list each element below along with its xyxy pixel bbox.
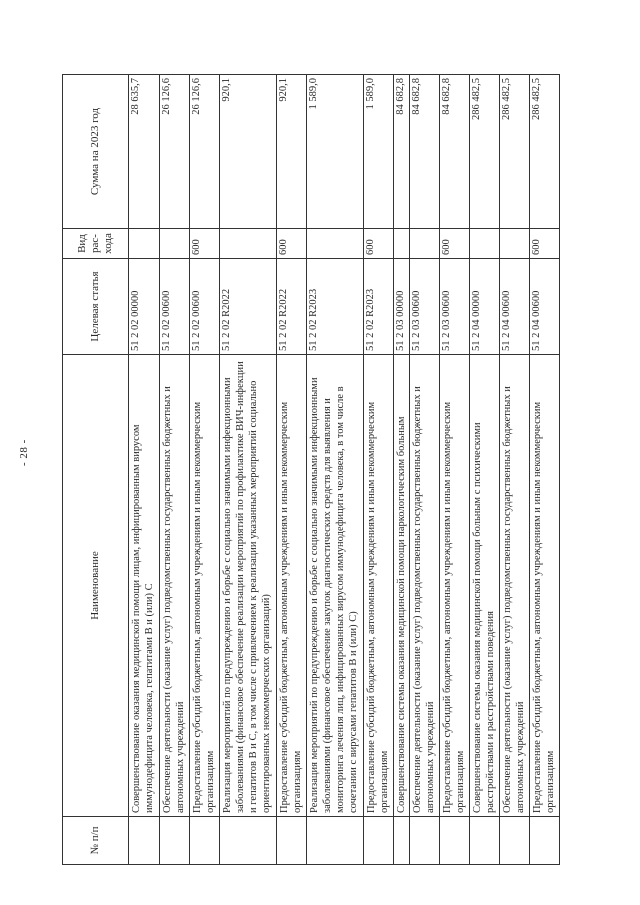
row-sum: 286 482,5 [470, 75, 500, 229]
rotated-table-container [62, 75, 560, 865]
row-name: Обеспечение деятельности (оказание услуг) подведомственных государственных бюджетных и автономных учреждений [410, 355, 440, 817]
row-kind: 600 [276, 229, 306, 259]
header-name: Наименование [63, 355, 129, 817]
row-num [306, 817, 363, 865]
row-num [129, 817, 160, 865]
row-name: Предоставление субсидий бюджетным, автономным учреждениям и иным некоммерческим организациям [529, 355, 559, 817]
table-row [276, 75, 306, 865]
row-name: Обеспечение деятельности (оказание услуг) подведомственных государственных бюджетных и автономных учреждений [160, 355, 190, 817]
row-code: 51 2 02 R2023 [363, 259, 393, 355]
row-code: 51 2 04 00600 [500, 259, 530, 355]
row-sum: 28 635,7 [129, 75, 160, 229]
row-sum: 84 682,8 [393, 75, 410, 229]
row-name: Совершенствование системы оказания медицинской помощи больным с психическими расстройствами и расстройствами поведения [470, 355, 500, 817]
row-kind: 600 [363, 229, 393, 259]
row-code: 51 2 03 00600 [410, 259, 440, 355]
row-code: 51 2 02 00600 [160, 259, 190, 355]
row-name: Реализация мероприятий по предупреждению и борьбе с социально значимыми инфекционными заболеваниями (финансовое обеспечение реализации мероприятий по профилактике ВИЧ-инфекции и гепатитов B и C, в том числе с привлечением к реализации указанных мероприятий социально ориентированных некоммерческих организаций) [219, 355, 276, 817]
table-row [189, 75, 219, 865]
row-sum: 1 589,0 [306, 75, 363, 229]
row-num [189, 817, 219, 865]
header-num: № п/п [63, 817, 129, 865]
budget-table [62, 74, 560, 865]
row-name: Совершенствование системы оказания медицинской помощи наркологическим больным [393, 355, 410, 817]
row-num [410, 817, 440, 865]
header-sum: Сумма на 2023 год [63, 75, 129, 229]
row-name: Предоставление субсидий бюджетным, автономным учреждениям и иным некоммерческим организациям [363, 355, 393, 817]
row-sum: 84 682,8 [440, 75, 470, 229]
row-kind: 600 [189, 229, 219, 259]
row-num [500, 817, 530, 865]
table-row [440, 75, 470, 865]
row-num [440, 817, 470, 865]
row-sum: 286 482,5 [500, 75, 530, 229]
row-kind [410, 229, 440, 259]
row-code: 51 2 04 00000 [470, 259, 500, 355]
row-sum: 286 482,5 [529, 75, 559, 229]
table-row [393, 75, 410, 865]
row-sum: 920,1 [276, 75, 306, 229]
row-code: 51 2 04 00600 [529, 259, 559, 355]
row-name: Предоставление субсидий бюджетным, автономным учреждениям и иным некоммерческим организациям [440, 355, 470, 817]
row-sum: 1 589,0 [363, 75, 393, 229]
row-code: 51 2 02 R2022 [276, 259, 306, 355]
page-number: - 28 - [18, 439, 30, 466]
row-kind [306, 229, 363, 259]
table-header [63, 75, 129, 865]
row-name: Обеспечение деятельности (оказание услуг) подведомственных государственных бюджетных и автономных учреждений [500, 355, 530, 817]
table-row [219, 75, 276, 865]
row-sum: 84 682,8 [410, 75, 440, 229]
row-kind: 600 [529, 229, 559, 259]
row-num [276, 817, 306, 865]
row-num [363, 817, 393, 865]
table-row [363, 75, 393, 865]
row-sum: 26 126,6 [160, 75, 190, 229]
row-name: Совершенствование оказания медицинской помощи лицам, инфицированным вирусом иммунодефицита человека, гепатитами B и (или) C [129, 355, 160, 817]
row-code: 51 2 02 R2022 [219, 259, 276, 355]
row-kind [500, 229, 530, 259]
row-sum: 920,1 [219, 75, 276, 229]
table-row [306, 75, 363, 865]
table-row [129, 75, 160, 865]
row-kind [160, 229, 190, 259]
row-kind: 600 [440, 229, 470, 259]
row-sum: 26 126,6 [189, 75, 219, 229]
row-num [529, 817, 559, 865]
row-code: 51 2 02 R2023 [306, 259, 363, 355]
row-kind [393, 229, 410, 259]
row-code: 51 2 02 00000 [129, 259, 160, 355]
row-num [393, 817, 410, 865]
row-kind [219, 229, 276, 259]
row-kind [470, 229, 500, 259]
row-name: Предоставление субсидий бюджетным, автономным учреждениям и иным некоммерческим организациям [276, 355, 306, 817]
row-name: Предоставление субсидий бюджетным, автономным учреждениям и иным некоммерческим организациям [189, 355, 219, 817]
row-num [470, 817, 500, 865]
row-num [219, 817, 276, 865]
table-row [410, 75, 440, 865]
row-name: Реализация мероприятий по предупреждению и борьбе с социально значимыми инфекционными заболеваниями (финансовое обеспечение закупок диагностических средств для выявления и мониторинга лечения лиц, инфицированных вирусом иммунодефицита человека, в том числе в сочетании с вирусами гепатитов B и (или) C) [306, 355, 363, 817]
table-row [529, 75, 559, 865]
table-row [500, 75, 530, 865]
row-code: 51 2 03 00600 [440, 259, 470, 355]
row-code: 51 2 03 00000 [393, 259, 410, 355]
table-row [160, 75, 190, 865]
row-code: 51 2 02 00600 [189, 259, 219, 355]
header-code: Целевая статья [63, 259, 129, 355]
row-kind [129, 229, 160, 259]
table-row [470, 75, 500, 865]
header-kind: Вид рас- хода [63, 229, 129, 259]
row-num [160, 817, 190, 865]
